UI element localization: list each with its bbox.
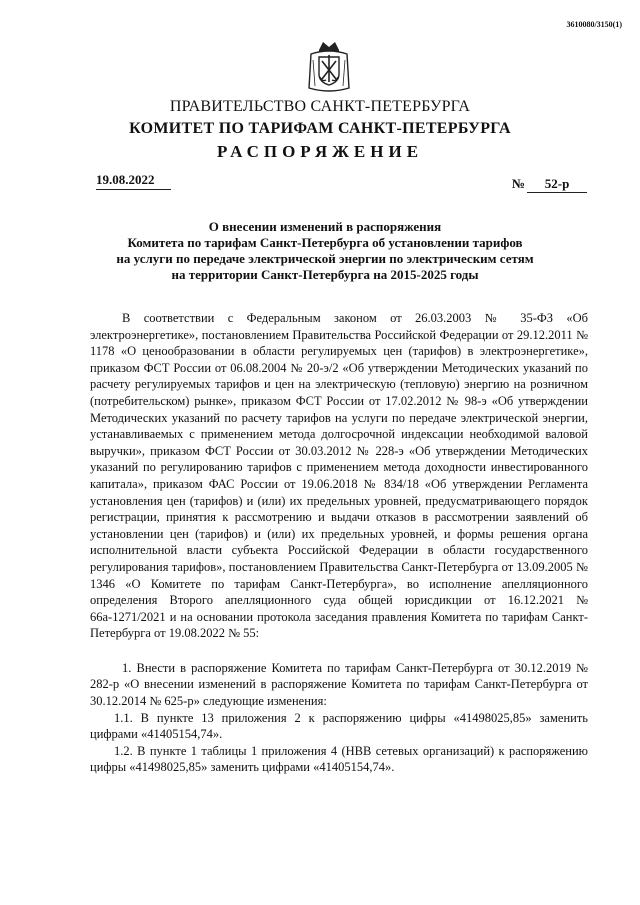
government-name: ПРАВИТЕЛЬСТВО САНКТ-ПЕТЕРБУРГА [169, 98, 471, 115]
document-body [90, 310, 588, 776]
document-date: 19.08.2022 [96, 172, 171, 190]
coat-of-arms-icon [305, 38, 353, 94]
preamble-paragraph: В соответствии с Федеральным законом от 26.03.2003 № 35-ФЗ «Об электроэнергетике», постановлением Правительства Российской Федерации от 29.12.2011 № 1178 «О ценообразовании в области регулируемых цен (тарифов) в электроэнергетике», приказом ФСТ России от 06.08.2004 № 20-э/2 «Об утверждении Методических указаний по расчету регулируемых тарифов и цен на электрическую (тепловую) энергию на розничном (потребительском) рынке», приказом ФСТ России от 17.02.2012 № 98-э «Об утверждении Методических указаний по расчету тарифов на услуги по передаче электрической энергии, устанавливаемых с применением метода долгосрочной индексации необходимой валовой выручки», приказом ФСТ России от 30.03.2012 № 228-э «Об утверждении Методических указаний по регулированию тарифов с применением метода доходности инвестированного капитала», приказом ФАС России от 19.06.2018 № 834/18 «Об утверждении Регламента установления цен (тарифов) и (или) их предельных уровней, предусматривающего порядок регистрации, принятия к рассмотрению и выдачи отказов в рассмотрении заявлений об установлении цен (тарифов) и (или) их предельных уровней, и формы решения органа исполнительной власти субъекта Российской Федерации в области государственного регулирования тарифов», постановлением Правительства Санкт-Петербурга от 13.09.2005 № 1346 «О Комитете по тарифам Санкт-Петербурга», во исполнение апелляционного определения Второго апелляционного суда общей юрисдикции от 16.12.2021 № 66а-1271/2021 и на основании протокола заседания правления Комитета по тарифам Санкт-Петербурга от 19.08.2022 № 55: [90, 311, 588, 641]
title-line: Комитета по тарифам Санкт-Петербурга об установлении тарифов [127, 235, 523, 250]
item-1: 1. Внести в распоряжение Комитета по тарифам Санкт-Петербурга от 30.12.2019 № 282-р «О внесении изменений в распоряжение Комитета по тарифам Санкт-Петербурга от 30.12.2014 № 625-р» следующие изменения: [90, 660, 588, 709]
title-line: О внесении изменений в распоряжения [208, 219, 442, 234]
number-value: 52-р [527, 176, 587, 193]
document-title [90, 219, 560, 283]
item-1-2: 1.2. В пункте 1 таблицы 1 приложения 4 (НВВ сетевых организаций) к распоряжению цифры «41498025,85» заменить цифрами «41405154,74». [90, 743, 588, 775]
item-1-1: 1.1. В пункте 13 приложения 2 к распоряжению цифры «41498025,85» заменить цифрами «41405154,74». [90, 710, 588, 742]
number-prefix: № [512, 176, 526, 191]
committee-name: КОМИТЕТ ПО ТАРИФАМ САНКТ-ПЕТЕРБУРГА [129, 120, 511, 137]
title-line: на услуги по передаче электрической энергии по электрическим сетям [116, 251, 534, 266]
document-type: РАСПОРЯЖЕНИЕ [216, 142, 424, 161]
order-items [90, 660, 588, 776]
title-line: на территории Санкт-Петербурга на 2015-2025 годы [171, 267, 479, 282]
order-number [512, 176, 587, 193]
document-number: 3610080/3150(1) [566, 20, 622, 29]
preamble [90, 310, 588, 642]
